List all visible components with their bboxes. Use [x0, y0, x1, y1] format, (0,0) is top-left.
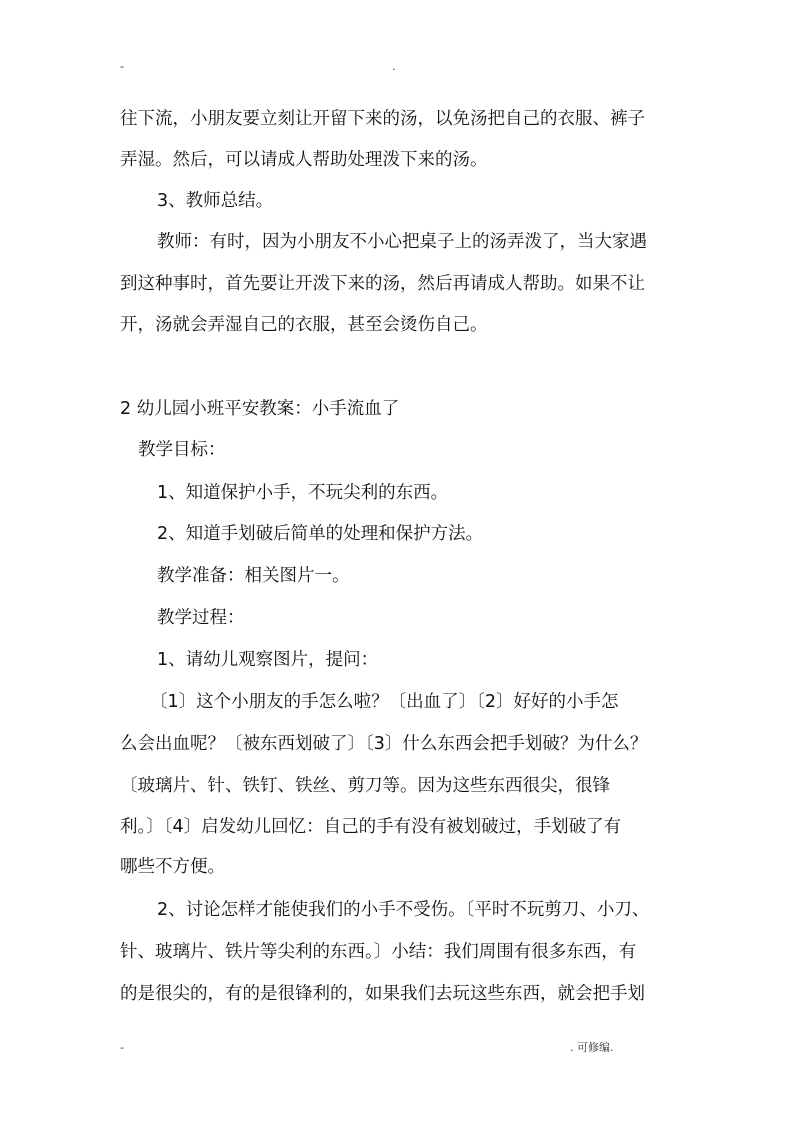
paragraph-line: 教学准备：相关图片一。	[157, 566, 350, 586]
paragraph-line: 往下流，小朋友要立刻让开留下来的汤，以免汤把自己的衣服、裤子	[120, 109, 645, 129]
list-item: 1、请幼儿观察图片，提问：	[157, 650, 379, 670]
subheading: 教学目标：	[138, 440, 226, 460]
paragraph-line: 哪些不方便。	[120, 857, 225, 877]
paragraph-line: 的是很尖的，有的是很锋利的，如果我们去玩这些东西，就会把手划	[120, 984, 645, 1004]
paragraph-line: 利。〕〔4〕启发幼儿回忆：自己的手有没有被划破过，手划破了有	[120, 817, 622, 837]
page-footer-right: . 可修编.	[570, 1041, 614, 1054]
paragraph-line: 教师：有时，因为小朋友不小心把桌子上的汤弄泼了，当大家遇	[157, 232, 647, 252]
list-item: 2、讨论怎样才能使我们的小手不受伤。〔平时不玩剪刀、小刀、	[157, 900, 650, 920]
paragraph-line: 到这种事时，首先要让开泼下来的汤，然后再请成人帮助。如果不让	[120, 274, 645, 294]
list-item: 2、知道手划破后简单的处理和保护方法。	[157, 524, 484, 544]
paragraph-line: 开，汤就会弄湿自己的衣服，甚至会烫伤自己。	[120, 315, 488, 335]
paragraph-line: 弄湿。然后，可以请成人帮助处理泼下来的汤。	[120, 150, 488, 170]
page-header-right: .	[392, 60, 396, 73]
paragraph-line: 针、玻璃片、铁片等尖利的东西。〕小结：我们周围有很多东西，有	[120, 942, 637, 962]
subheading: 教学过程：	[157, 608, 245, 628]
paragraph-line: 〔1〕这个小朋友的手怎么啦？〔出血了〕〔2〕好好的小手怎	[150, 692, 619, 712]
list-item: 1、知道保护小手，不玩尖利的东西。	[157, 483, 449, 503]
paragraph-line: 〔玻璃片、针、铁钉、铁丝、剪刀等。因为这些东西很尖，很锋	[120, 776, 610, 796]
page-header-left: -	[120, 60, 124, 73]
section-title: 2 幼儿园小班平安教案：小手流血了	[120, 399, 400, 419]
paragraph-line: 么会出血呢？〔被东西划破了〕〔3〕什么东西会把手划破？为什么？	[120, 734, 648, 754]
page-footer-left: -	[120, 1041, 124, 1054]
step-heading: 3、教师总结。	[157, 191, 274, 211]
